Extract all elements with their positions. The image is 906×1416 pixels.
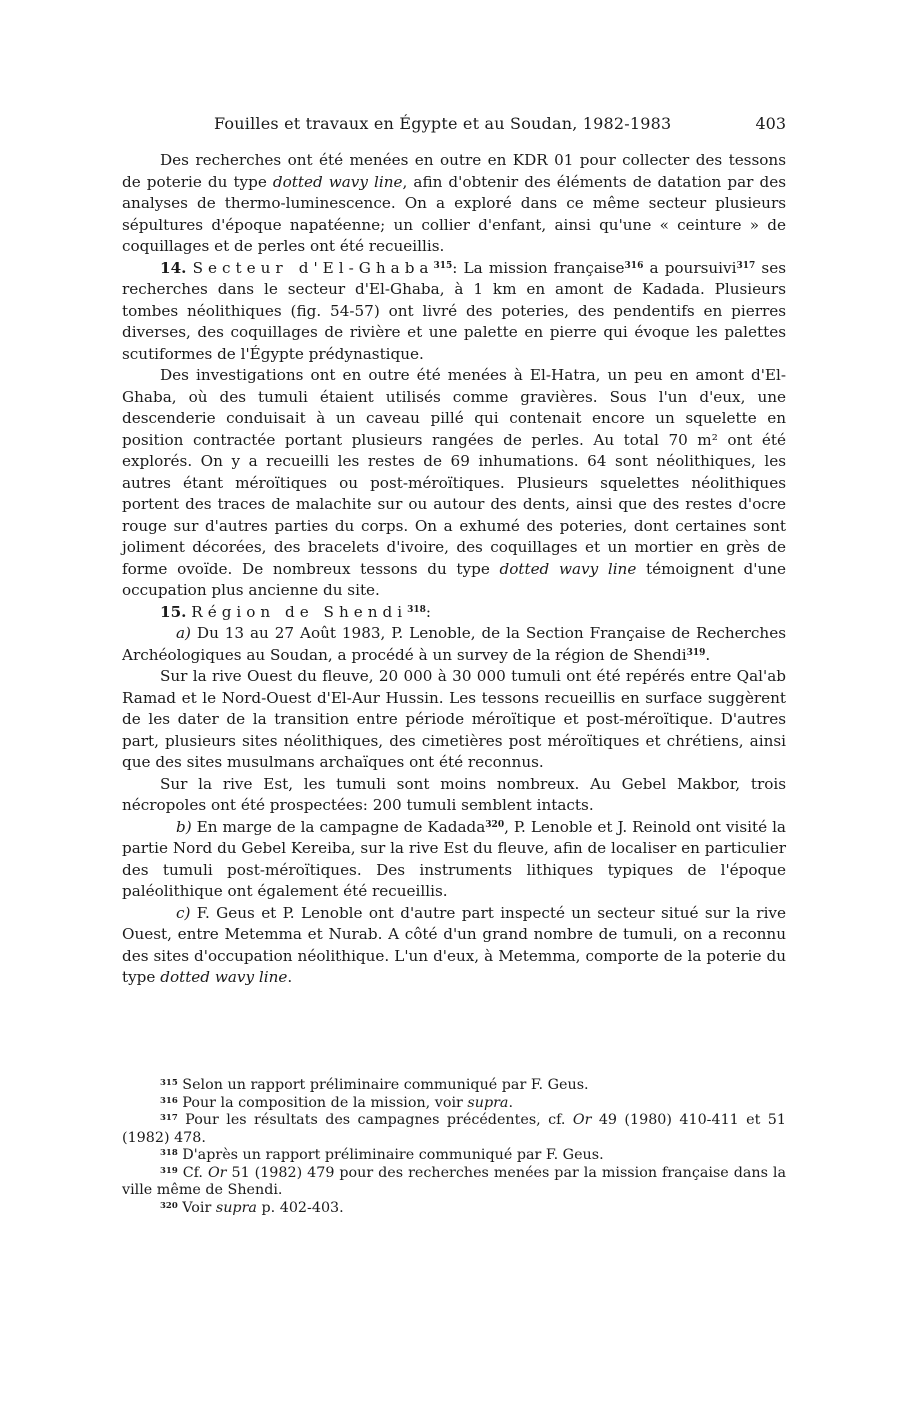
section-heading: Région de Shendi — [191, 602, 408, 621]
running-header — [122, 114, 786, 138]
running-title: Fouilles et travaux en Égypte et au Soudan, 1982-1983 — [214, 114, 672, 133]
italic-term: dotted wavy line — [272, 172, 403, 191]
footnote-ref: 320 — [485, 819, 505, 830]
paragraph-el-hatra: Des investigations ont en outre été menées à El-Hatra, un peu en amont d'El-Ghaba, où des tumuli étaient utilisés comme gravières. Sous l'un d'eux, une descenderie conduisait à un caveau pillé qui contenait encore un squelette en position contractée portant plusieurs rangées de perles. Au total 70 m² ont été explorés. On y a recueilli les restes de 69 inhumations. 64 sont néolithiques, les autres étant méroïtiques ou post-méroïtiques. Plusieurs squelettes néolithiques portent des traces de malachite sur ou autour des dents, ainsi que des restes d'ocre rouge sur d'autres parties du corps. On a exhumé des poteries, dont certaines sont joliment décorées, des bracelets d'ivoire, des coquillages et un mortier en grès de forme ovoïde. De nombreux tessons du type dotted wavy line témoignent d'une occupation plus ancienne du site. — [122, 366, 786, 599]
footnote-317: $^{317}$ Pour les résultats des campagnes précédentes, cf. Or 49 (1980) 410-411 et 51 (1982) 478. — [122, 1112, 786, 1146]
paragraph-rive-ouest: Sur la rive Ouest du fleuve, 20 000 à 30 000 tumuli ont été repérés entre Qal'ab Ramad et le Nord-Ouest d'El-Aur Hussin. Les tessons recueillis en surface suggèrent de les dater de la transition entre période méroïtique et post-méroïtique. D'autres part, plusieurs sites néolithiques, des cimetières post méroïtiques et chrétiens, ainsi que des sites musulmans archaïques ont été reconnus. — [122, 667, 786, 771]
list-label: b) — [176, 817, 192, 836]
footnote-316: $^{316}$ Pour la composition de la mission, voir supra. — [160, 1094, 514, 1111]
paragraph-c: c) F. Geus et P. Lenoble ont d'autre part inspecté un secteur situé sur la rive Ouest, entre Metemma et Nurab. A côté d'un grand nombre de tumuli, on a reconnu des sites d'occupation néolithique. L'un d'eux, à Metemma, comporte de la poterie du type dotted wavy line. — [122, 903, 786, 986]
paragraph-a: a) Du 13 au 27 Août 1983, P. Lenoble, de la Section Française de Recherches Archéologiques au Soudan, a procédé à un survey de la région de Shendi$^{319}$. — [122, 624, 786, 664]
list-label: a) — [176, 624, 191, 642]
footnote-ref: 317 — [736, 260, 756, 271]
footnote-ref: 315 — [433, 260, 453, 271]
footnote-ref: 316 — [624, 260, 644, 271]
list-label: c) — [176, 903, 191, 922]
footnote-ref: 319 — [686, 647, 706, 658]
italic-term: dotted wavy line — [499, 559, 637, 578]
section-15: 15. Région de Shendi$^{318}$: — [160, 602, 432, 621]
paragraph-rive-est: Sur la rive Est, les tumuli sont moins nombreux. Au Gebel Makbor, trois nécropoles ont été prospectées: 200 tumuli semblent intacts. — [122, 774, 786, 814]
footnote-319: $^{319}$ Cf. Or 51 (1982) 479 pour des recherches menées par la mission française dans la ville même de Shendi. — [122, 1164, 786, 1198]
footnotes — [122, 1077, 786, 1217]
section-number: 14. — [160, 258, 187, 277]
footnote-318: $^{318}$ D'après un rapport préliminaire communiqué par F. Geus. — [160, 1147, 604, 1163]
footnote-315: $^{315}$ Selon un rapport préliminaire communiqué par F. Geus. — [160, 1077, 589, 1093]
footnote-ref: 318 — [407, 604, 426, 615]
section-number: 15. — [160, 602, 187, 621]
paragraph-b: b) En marge de la campagne de Kadada$^{320}$, P. Lenoble et J. Reinold ont visité la partie Nord du Gebel Kereiba, sur la rive Est du fleuve, afin de localiser en particulier des tumuli post-méroïtiques. Des instruments lithiques typiques de l'époque paléolithique ont également été recueillis. — [122, 817, 786, 900]
footnote-320: $^{320}$ Voir supra p. 402-403. — [160, 1199, 344, 1216]
italic-term: dotted wavy line — [160, 968, 288, 986]
page-number: 403 — [755, 114, 786, 133]
paragraph-kdr01: Des recherches ont été menées en outre en KDR 01 pour collecter des tessons de poterie du type dotted wavy line, afin d'obtenir des éléments de datation par des analyses de thermo-luminescence. On a exploré dans ce même secteur plusieurs sépultures d'époque napatéenne; un collier d'enfant, ainsi qu'une « ceinture » de coquillages et de perles ont été recueillis. — [122, 151, 786, 255]
section-14: 14. Secteur d'El-Ghaba$^{315}$: La mission française$^{316}$ a poursuivi$^{317}$ ses recherches dans le secteur d'El-Ghaba, à 1 km en amont de Kadada. Plusieurs tombes néolithiques (fig. 54-57) ont livré des poteries, des pendentifs en pierres diverses, des coquillages de rivière et une palette en pierre qui évoque les palettes scutiformes de l'Égypte prédynastique. — [122, 258, 787, 363]
main-text — [122, 150, 786, 989]
section-heading: Secteur d'El-Ghaba — [192, 258, 434, 277]
